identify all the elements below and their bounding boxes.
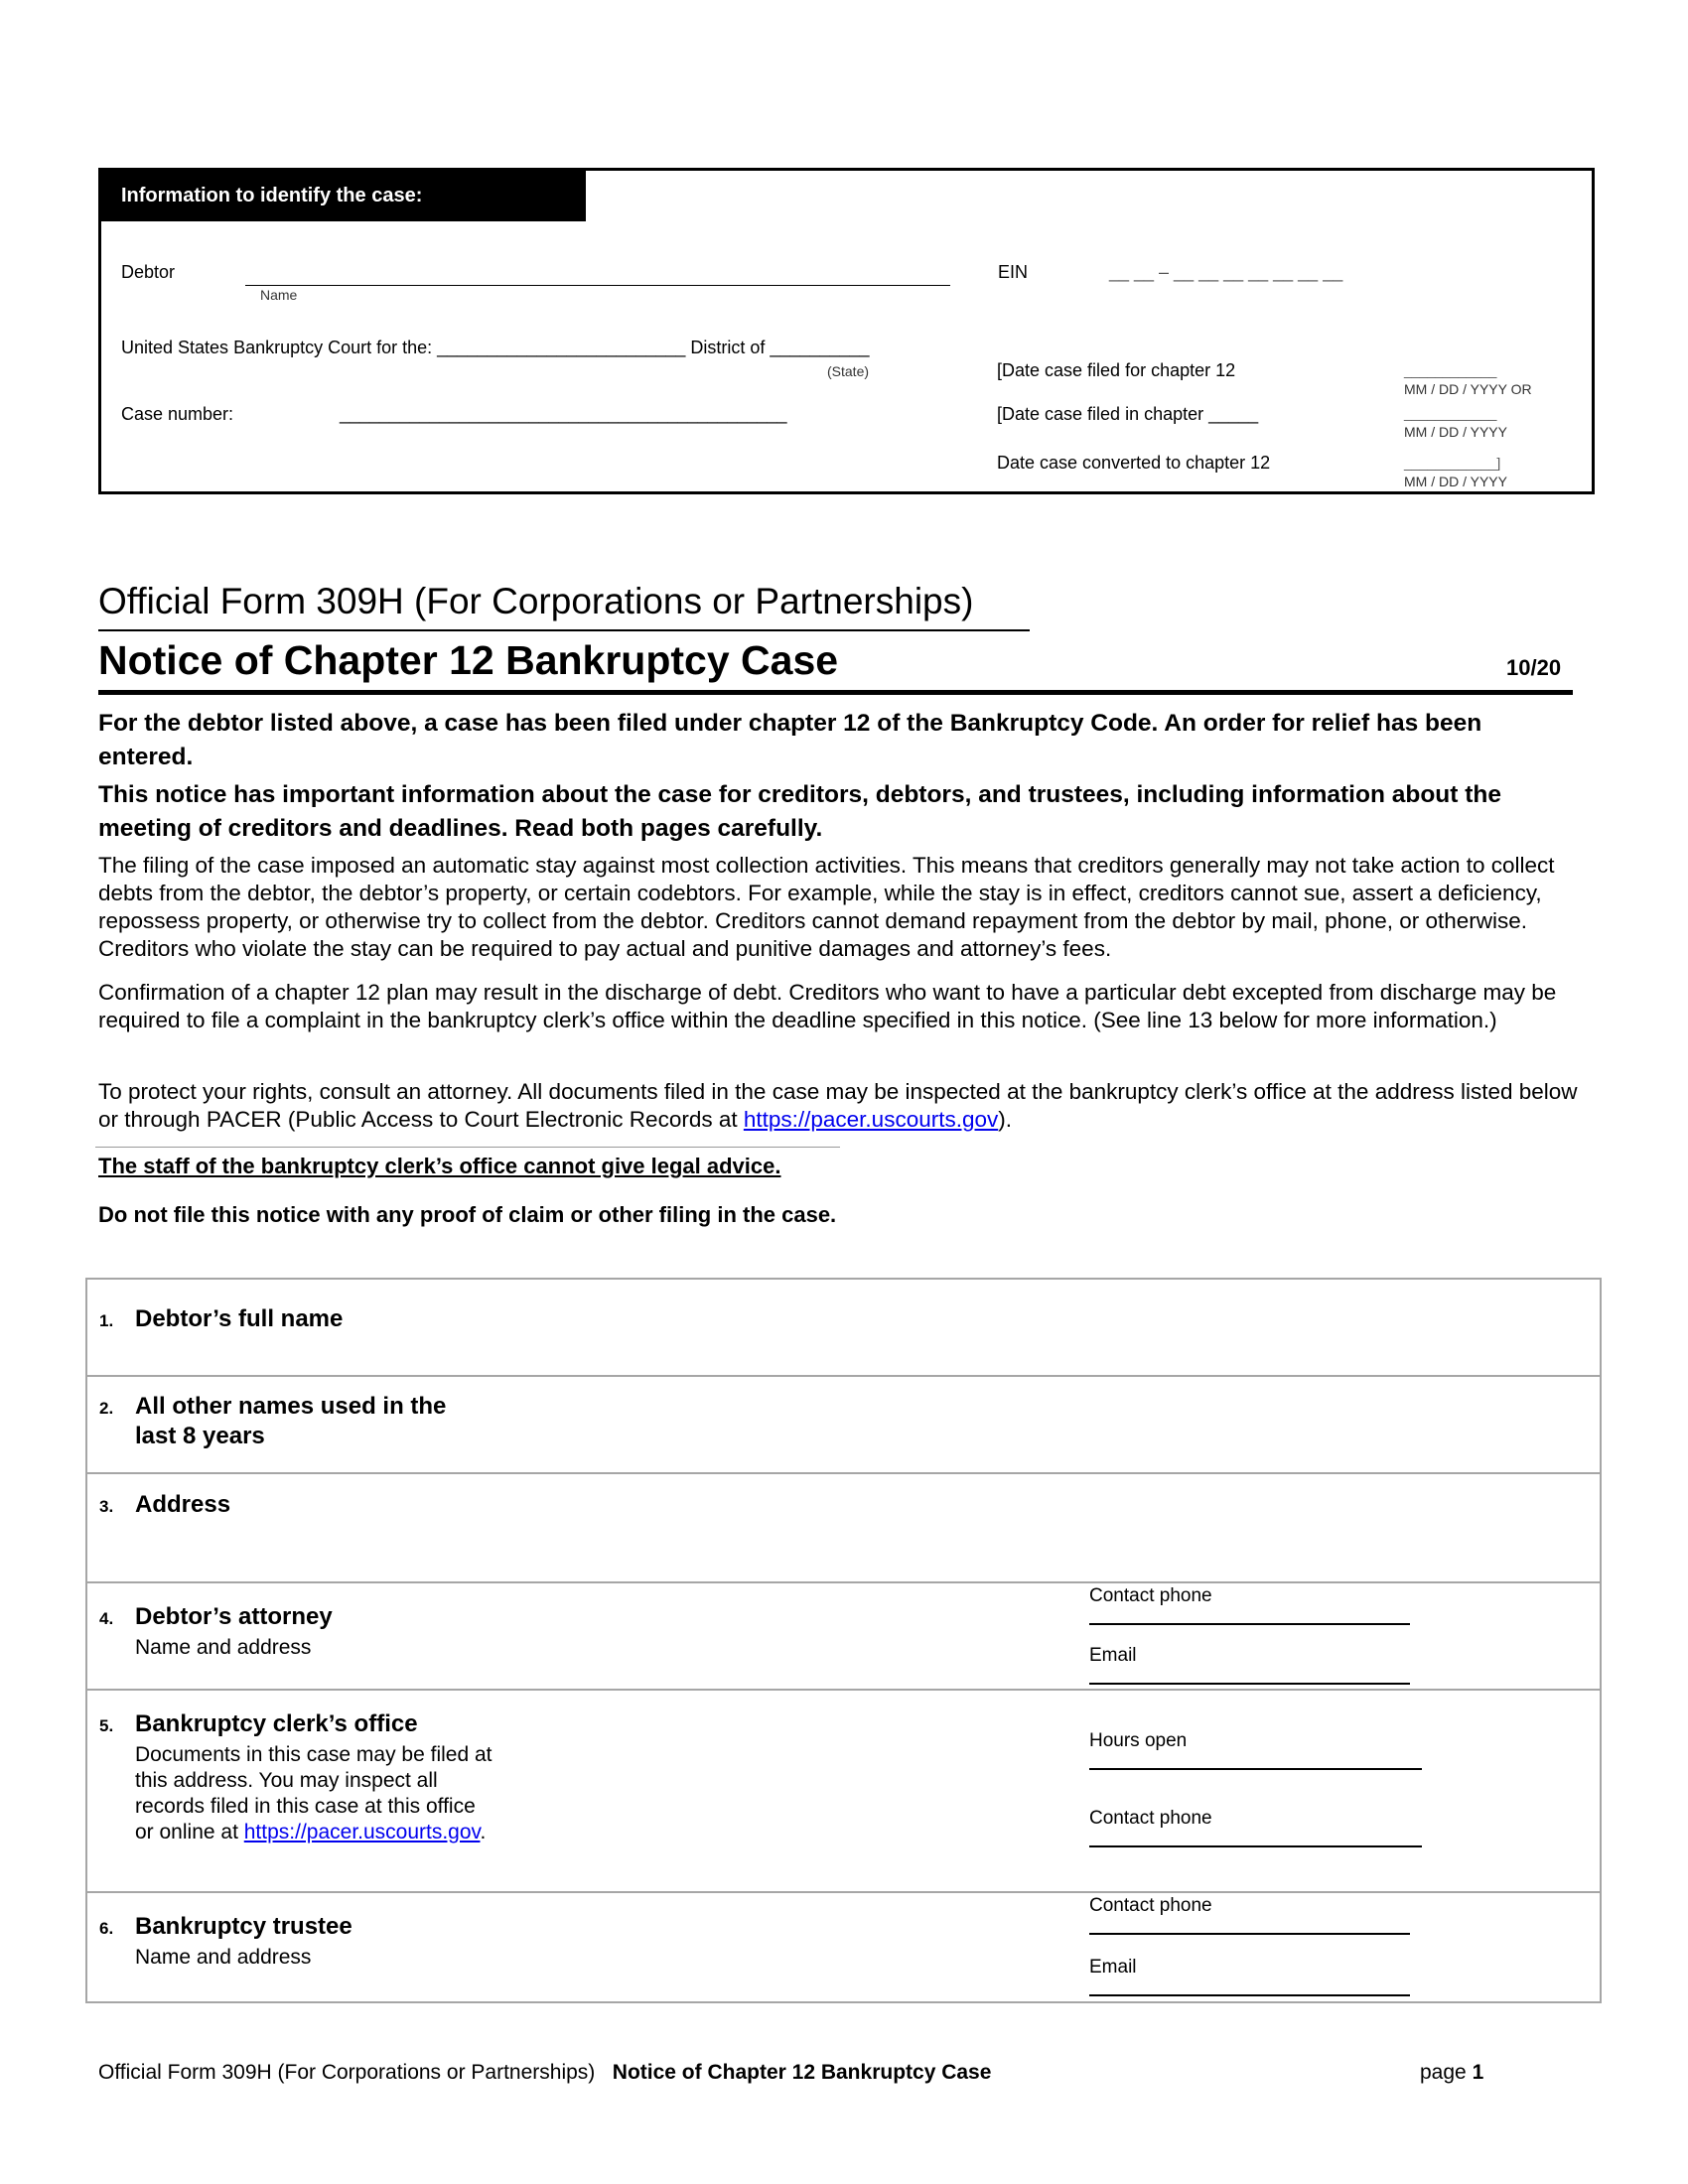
debtor-label: Debtor xyxy=(121,262,176,282)
staff-notice-rule xyxy=(95,1147,840,1148)
date-format-last: MM / DD / YYYY xyxy=(1404,474,1507,488)
form-version: 10/20 xyxy=(1506,655,1562,680)
case-info-table xyxy=(85,1278,1602,2003)
date-filed-chapter-field[interactable]: ____________ xyxy=(1404,405,1497,421)
page-number xyxy=(1420,2061,1483,2085)
attorney-email-label: Email xyxy=(1089,1645,1137,1666)
date-converted-label: Date case converted to chapter 12 xyxy=(997,453,1271,473)
attorney-email-field[interactable] xyxy=(1089,1683,1410,1685)
case-number-label: Case number: xyxy=(121,404,234,424)
row-title: Bankruptcy trustee xyxy=(135,1913,352,1940)
trustee-email-field[interactable] xyxy=(1089,1994,1410,1996)
form-subtitle: Official Form 309H (For Corporations or Partnerships) xyxy=(98,581,974,621)
date-converted-field[interactable]: ____________] xyxy=(1404,455,1501,471)
ein-field[interactable]: __ __ – __ __ __ __ __ __ __ xyxy=(1109,262,1343,282)
date-format-or: MM / DD / YYYY OR xyxy=(1404,381,1532,397)
hours-open-field[interactable] xyxy=(1089,1768,1422,1770)
state-caption: (State) xyxy=(827,363,870,379)
discharge-paragraph: Confirmation of a chapter 12 plan may result in the discharge of debt. Creditors who want to have a particular debt excepted from discharge may be required to file a complaint in the bankruptcy clerk’s office within the deadline specified in this notice. (See line 13 below for more information.) xyxy=(98,980,1557,1032)
row-title: Debtor’s full name xyxy=(135,1305,344,1332)
table-row-address xyxy=(87,1474,1600,1583)
attorney-phone-field[interactable] xyxy=(1089,1623,1410,1625)
row-title: Address xyxy=(135,1491,231,1518)
table-row-attorney xyxy=(87,1583,1600,1691)
row-subtitle: Name and address xyxy=(135,1946,312,1969)
table-row-clerk-office xyxy=(87,1691,1600,1893)
row-subtitle xyxy=(135,1742,492,1845)
lead-paragraph-1: For the debtor listed above, a case has been filed under chapter 12 of the Bankruptcy Code. An order for relief has been entered. xyxy=(98,710,1482,770)
rights-text-end: ). xyxy=(998,1107,1012,1132)
table-row-debtor-name xyxy=(87,1280,1600,1377)
case-info-box xyxy=(98,168,1595,494)
page-footer xyxy=(98,2061,991,2085)
clerk-pacer-link[interactable]: https://pacer.uscourts.gov xyxy=(243,1821,481,1843)
table-row-trustee xyxy=(87,1893,1600,2003)
debtor-name-field[interactable] xyxy=(245,285,950,286)
page-label: page xyxy=(1420,2061,1467,2084)
do-not-file-notice: Do not file this notice with any proof of claim or other filing in the case. xyxy=(98,1202,837,1227)
stay-paragraph: The filing of the case imposed an automatic stay against most collection activities. This means that creditors generally may not take action to collect debts from the debtor, the debtor’s property, or certain codebtors. For example, while the stay is in effect, creditors cannot sue, assert a deficiency, repossess property, or otherwise try to collect from the debtor. Creditors cannot demand repayment from the debtor by mail, phone, or otherwise. Creditors who violate the stay can be required to pay actual and punitive damages and attorney’s fees. xyxy=(98,853,1555,961)
hours-open-label: Hours open xyxy=(1089,1730,1188,1751)
case-number-field[interactable]: _____________________________________________ xyxy=(340,404,787,424)
footer-form-title: Notice of Chapter 12 Bankruptcy Case xyxy=(612,2061,992,2084)
row-number: 3. xyxy=(99,1497,114,1516)
trustee-phone-field[interactable] xyxy=(1089,1933,1410,1935)
clerk-phone-label: Contact phone xyxy=(1089,1808,1212,1829)
date-filed-ch12-label: [Date case filed for chapter 12 xyxy=(997,360,1236,380)
trustee-email-label: Email xyxy=(1089,1957,1137,1978)
table-row-other-names xyxy=(87,1377,1600,1474)
ein-label: EIN xyxy=(998,262,1029,282)
lead-paragraph-2: This notice has important information about the case for creditors, debtors, and trustees, including information about the meeting of creditors and deadlines. Read both pages carefully. xyxy=(98,781,1501,842)
pacer-link[interactable]: https://pacer.uscourts.gov xyxy=(743,1107,999,1132)
staff-notice: The staff of the bankruptcy clerk’s office cannot give legal advice. xyxy=(98,1154,781,1178)
court-district-line[interactable]: United States Bankruptcy Court for the: _________________________ District of __________ xyxy=(121,338,870,357)
page-number-value: 1 xyxy=(1472,2061,1484,2084)
row-title: All other names used in the last 8 years xyxy=(135,1393,447,1449)
row-number: 2. xyxy=(99,1399,114,1418)
trustee-phone-label: Contact phone xyxy=(1089,1895,1212,1916)
row-number: 4. xyxy=(99,1609,114,1628)
row-number: 6. xyxy=(99,1919,114,1938)
row-number: 5. xyxy=(99,1716,114,1735)
attorney-phone-label: Contact phone xyxy=(1089,1585,1212,1606)
footer-form-name: Official Form 309H (For Corporations or Partnerships) xyxy=(98,2061,596,2084)
rights-text: To protect your rights, consult an attorney. All documents filed in the case may be inspected at the bankruptcy clerk’s office at the address listed below or through PACER (Public Access to Court Electronic Records at xyxy=(98,1079,1578,1132)
subtitle-divider xyxy=(98,629,1030,631)
date-filed-chapter-label: [Date case filed in chapter _____ xyxy=(997,404,1259,424)
title-divider xyxy=(98,690,1573,695)
clerk-phone-field[interactable] xyxy=(1089,1845,1422,1847)
rights-paragraph xyxy=(98,1078,1588,1134)
case-info-header: Information to identify the case: xyxy=(101,171,586,221)
row-title: Debtor’s attorney xyxy=(135,1603,333,1630)
form-title: Notice of Chapter 12 Bankruptcy Case xyxy=(98,637,839,683)
row-subtitle: Name and address xyxy=(135,1636,312,1659)
row-number: 1. xyxy=(99,1311,114,1330)
date-format: MM / DD / YYYY xyxy=(1404,424,1507,440)
clerk-office-text-end: . xyxy=(480,1821,487,1843)
row-title: Bankruptcy clerk’s office xyxy=(135,1710,418,1737)
name-caption: Name xyxy=(260,287,298,303)
date-filed-ch12-field[interactable]: ____________ xyxy=(1404,362,1497,378)
clerk-office-text: Documents in this case may be filed at this address. You may inspect all records filed in this case at this office or online at xyxy=(135,1743,492,1843)
